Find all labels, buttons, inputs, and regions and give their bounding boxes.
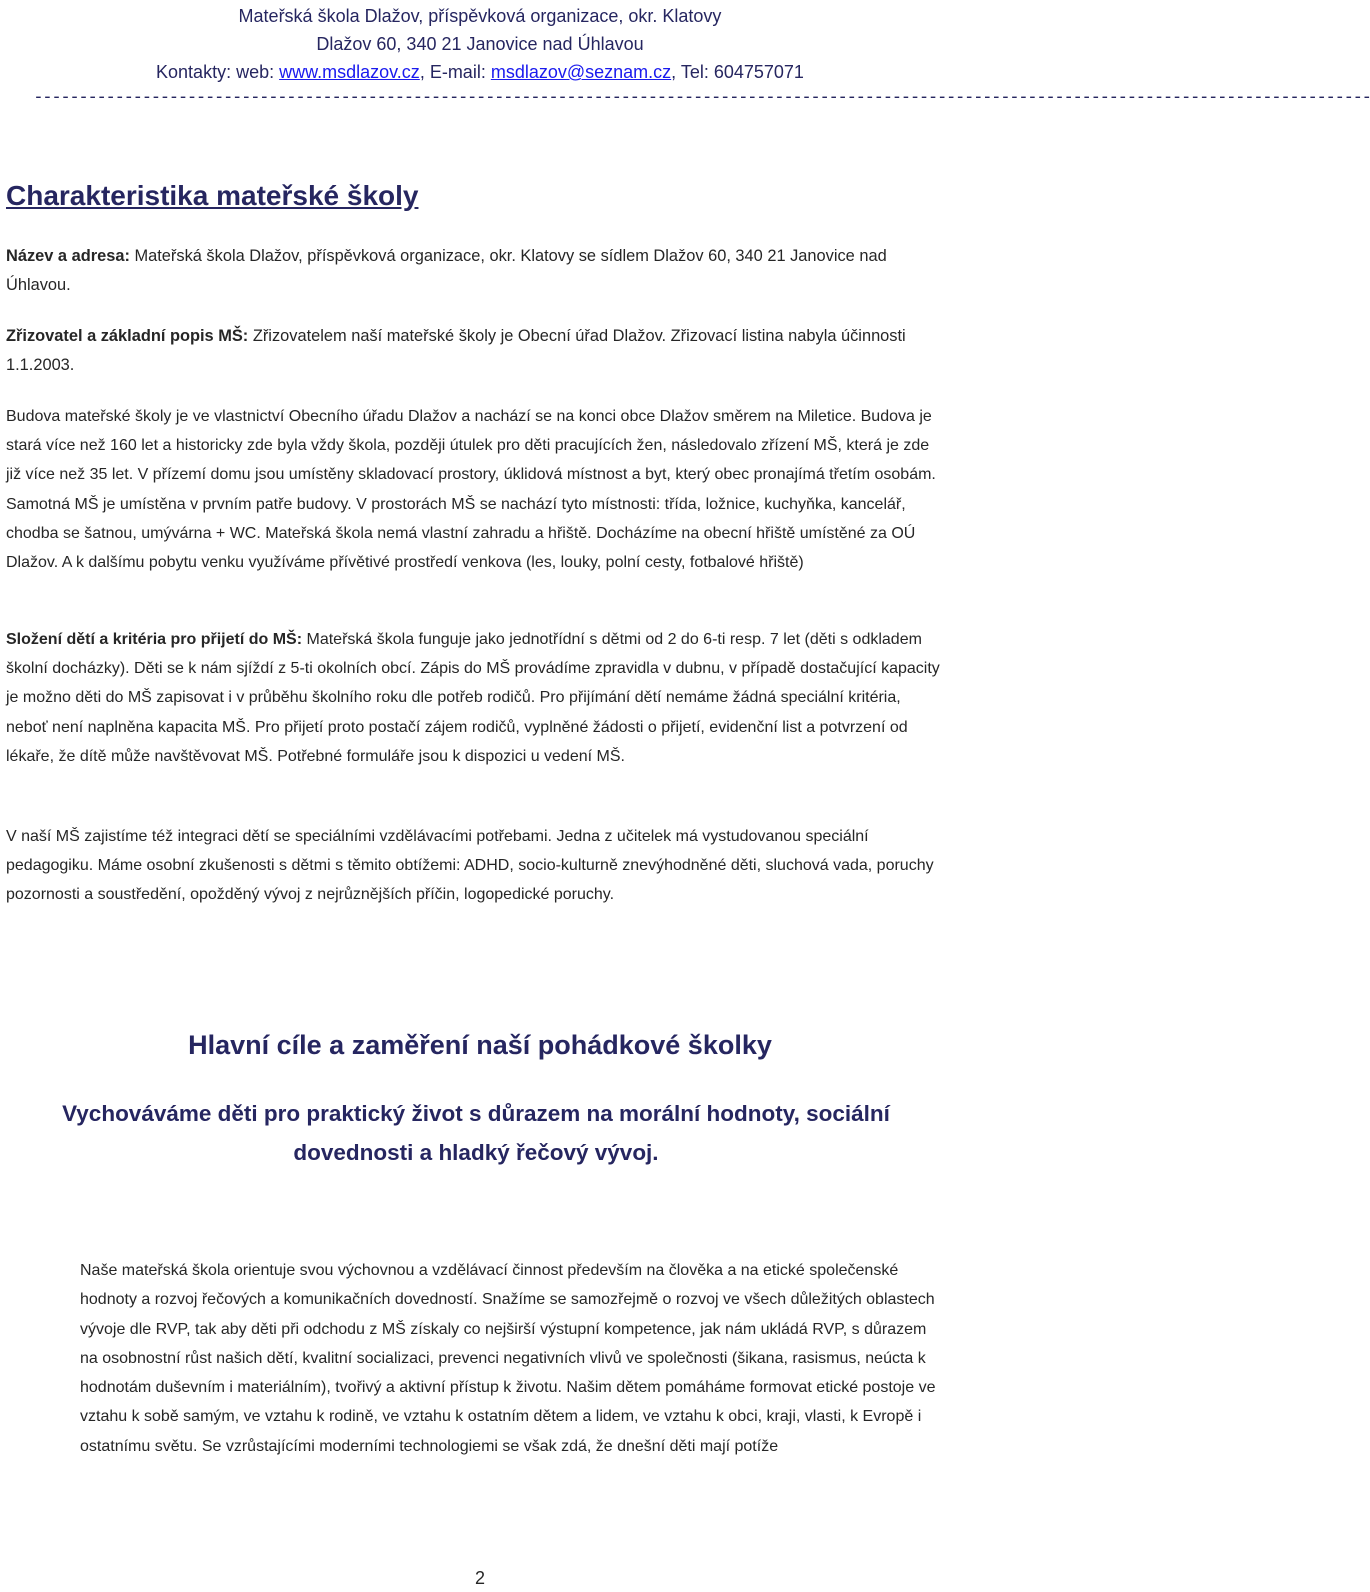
- email-link[interactable]: msdlazov@seznam.cz: [490, 62, 672, 82]
- name-address-text: Mateřská škola Dlažov, příspěvková organizace, okr. Klatovy se sídlem Dlažov 60, 340 21 Janovice nad Úhlavou.: [6, 247, 887, 295]
- letterhead-contacts: [0, 58, 960, 86]
- children-label: Složení dětí a kritéria pro přijetí do MŠ:: [6, 631, 303, 648]
- children-paragraph: [6, 625, 946, 771]
- name-address-paragraph: [6, 242, 946, 300]
- building-lead: Budova mateřské školy je ve vlastnictví Obecního úřadu Dlažov a nachází se na konci obce Dlažov směrem na: [6, 408, 798, 425]
- email-prefix: , E-mail:: [419, 62, 491, 82]
- phone-text: , Tel: 604757071: [671, 62, 804, 82]
- page-number: 2: [474, 1568, 485, 1588]
- web-link[interactable]: www.msdlazov.cz: [279, 62, 420, 82]
- goals-paragraph: Naše mateřská škola orientuje svou výchovnou a vzdělávací činnost především na člověka a na etické společenské hodnoty a rozvoj řečových a komunikačních dovedností. Snažíme se samozřejmě o rozvoj ve všech důležitých oblastech vývoje dle RVP, tak aby děti při odchodu z MŠ získaly co nejširší výstupní kompetence, jak nám ukládá RVP, s důrazem na osobnostní růst našich dětí, kvalitní socializaci, prevenci negativních vlivů ve společnosti (šikana, rasismus, neúcta k hodnotám duševním i materiálním), tvořivý a aktivní přístup k životu. Našim dětem pomáháme formovat etické postoje ve vztahu k sobě samým, ve vztahu k rodině, ve vztahu k ostatním dětem a lidem, ve vztahu k obci, kraji, vlasti, k Evropě i ostatnímu světu. Se vzrůstajícími moderními technologiemi se však zdá, že dnešní děti mají potíže: [80, 1262, 936, 1455]
- founder-paragraph: [6, 322, 946, 380]
- letterhead: [0, 2, 960, 86]
- children-text: Mateřská škola funguje jako jednotřídní s dětmi od 2 do 6-ti resp. 7 let (děti s odkladem školní docházky). Děti se k nám sjíždí z 5-ti okolních obcí. Zápis do MŠ provádíme zpravidla v dubnu, v případě dostačující kapacity je možno děti do MŠ zapisovat i v průběhu školního roku dle potřeb rodičů. Pro přijímání dětí nemáme žádná speciální kritéria, neboť není naplněna kapacita MŠ. Pro přijetí proto postačí zájem rodičů, vyplněné žádosti o přijetí, evidenční list a potvrzení od lékaře, že dítě může navštěvovat MŠ. Potřebné formuláře jsou k dispozici u vedení MŠ.: [6, 631, 940, 765]
- founder-label: Zřizovatel a základní popis MŠ:: [6, 327, 249, 345]
- building-paragraph: [6, 402, 946, 577]
- integration-paragraph: V naší MŠ zajistíme též integraci dětí se speciálními vzdělávacími potřebami. Jedna z učitelek má vystudovanou speciální pedagogiku. Máme osobní zkušenosti s dětmi s těmito obtížemi: ADHD, socio-kulturně znevýhodněné děti, sluchová vada, poruchy pozornosti a soustředění, opožděný vývoj z nejrůznějších příčin, logopedické poruchy.: [6, 828, 934, 904]
- founder-text: Zřizovatelem naší mateřské školy je Obecní úřad Dlažov. Zřizovací listina nabyla účinnosti 1.1.2003.: [6, 327, 906, 375]
- goals-heading: Hlavní cíle a zaměření naší pohádkové školky: [188, 1030, 772, 1060]
- goals-subheading: Vychováváme děti pro praktický život s důrazem na morální hodnoty, sociální dovednosti a hladký řečový vývoj.: [62, 1101, 890, 1165]
- letterhead-school-name: Mateřská škola Dlažov, příspěvková organizace, okr. Klatovy: [238, 6, 722, 26]
- name-address-label: Název a adresa:: [6, 247, 130, 265]
- header-separator: ----------------------------------------------------------------------------------------------------------------------------------------------------: [33, 86, 1370, 107]
- contacts-prefix: Kontakty: web:: [156, 62, 280, 82]
- letterhead-address: Dlažov 60, 340 21 Janovice nad Úhlavou: [316, 34, 644, 54]
- building-text: Miletice. Budova je stará více než 160 let a historicky zde byla vždy škola, později útulek pro děti pracujících žen, následovalo zřízení MŠ, která je zde již více než 35 let. V přízemí domu jsou umístěny skladovací prostory, úklidová místnost a byt, který obec pronajímá třetím osobám. Samotná MŠ je umístěna v prvním patře budovy. V prostorách MŠ se nachází tyto místnosti: třída, ložnice, kuchyňka, kancelář, chodba se šatnou, umývárna + WC. Mateřská škola nemá vlastní zahradu a hřiště. Docházíme na obecní hřiště umístěné za OÚ Dlažov. A k dalšímu pobytu venku využíváme přívětivé prostředí venkova (les, louky, polní cesty, fotbalové hřiště): [6, 408, 936, 572]
- page-title: Charakteristika mateřské školy: [6, 180, 419, 211]
